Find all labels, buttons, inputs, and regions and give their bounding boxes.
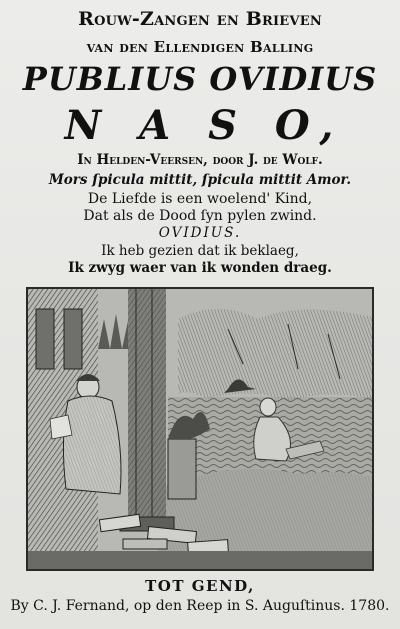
ovidius-line-1: Ik heb gezien dat ik beklaeg, [101, 243, 299, 259]
scroll [50, 415, 72, 439]
ovidius-line-2: Ik zwyg waer van ik wonden draeg. [68, 260, 332, 276]
motto-dutch-line-2: Dat als de Dood ſyn pylen zwind. [83, 208, 317, 224]
ovidius-heading: OVIDIUS. [158, 225, 242, 241]
motto-dutch-line-1: De Liefde is een woelend' Kind, [87, 191, 313, 207]
imprint-city: TOT GEND, [145, 577, 255, 595]
title-line-4: N A S O, [64, 102, 346, 149]
storm-clouds [178, 309, 372, 401]
imprint-line: By C. J. Fernand, op den Reep in S. Auguſtinus. 1780. [10, 598, 390, 614]
title-line-1: Rouw-Zangen en Brieven [78, 8, 322, 30]
title-line-3: PUBLIUS OVIDIUS [22, 60, 378, 98]
engraving-illustration [26, 287, 374, 571]
title-line-2: van den Ellendigen Balling [86, 38, 314, 56]
engraving-svg [28, 289, 372, 569]
pedestal [168, 439, 196, 499]
floor [28, 551, 372, 569]
byline: In Helden-Veersen, door J. de Wolf. [77, 152, 323, 168]
motto-latin: Mors ſpicula mittit, ſpicula mittit Amor. [48, 172, 352, 188]
